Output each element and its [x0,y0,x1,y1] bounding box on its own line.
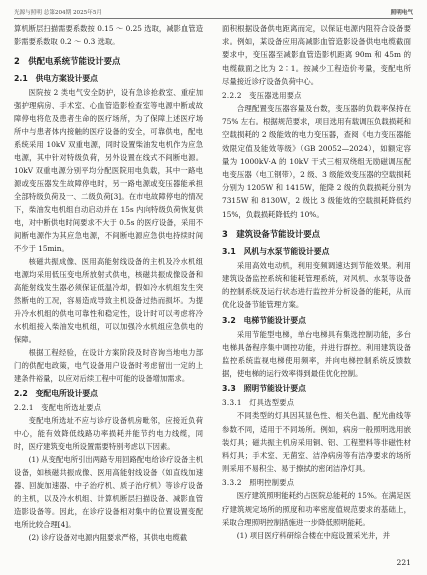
paragraph: (2) 诊疗设备对电源内阻要求严格，其供电电缆截 [28,533,188,542]
paragraph: 变配电所选址不应与诊疗设备机房毗邻，应接近负荷中心，能有效降低线路功率损耗并能节约电力线缆，同时，医疗建筑变电所设置需要特别考虑以下因素。 [14,416,203,451]
paragraph: 核磁共振成像、医用高能射线设备的主机及冷水机组电源均采用低压变电所放射式供电，核磁共振成像设备和高能射线发生器必须保证低温冷却，假如冷水机组发生突然断电的工况，容易造成导致主机设备过热而损坏。为提升冷水机组的供电可靠性和稳定性，设计时可以考虑将冷水机组接入柴油发电机组，可以加强冷水机组应急供电的保障。 [14,257,203,344]
paragraph: 采用高效电动机，利用变频调速达到节能效果。利用建筑设备监控系统和能耗管理系统，对风机、水泵等设备的控制系统及运行状态进行监控并分析设备的能耗，从而优化设备节能管理方案。 [222,260,411,310]
paragraph: 不同类型的灯具因其显色性、相关色温、配光曲线等参数不同，适用于不同场所。例如，病房一般照明选用嵌装灯具；磁共振主机房采用铜、铝、工程塑料等非磁性材料灯具；手术室、无菌室、洁净病房等有洁净要求的场所则采用不易积尘、易于擦拭的密闭洁净灯具。 [222,411,411,474]
subsubsection-heading-2-2-1: 2.2.1 变配电所选址要点 [14,403,102,412]
paragraph: (1) 项目医疗科研综合楼在中庭设置采光井，并 [236,531,391,541]
paragraph: 根据工程经验，在设计方案阶段及时咨询当地电力部门的供配电政策，电气设备用户设备时考虑留出一定的上建条件裕量，以应对后续工程中可能的设备增加需求。 [14,348,203,383]
section-heading-3: 3 建筑设备节能设计要点 [222,228,320,239]
left-column [14,22,203,544]
paragraph: (1) 从变配电所引出两路专用回路配电给诊疗设备主机设备，如核磁共振成像、医用高能射线设备（如直线加速器、回旋加速器、中子治疗机、质子治疗机）等诊疗设备的主机，以及冷水机组、计算机断层扫描设备、减影血管造影设备等。因此，在诊疗设备相对集中的位置设置变配电所比较合理[4]。 [14,455,203,529]
subsubsection-heading-3-3-1: 3.3.1 灯具选型要点 [222,398,295,408]
subsection-heading-2-1: 2.1 供电方案设计要点 [14,74,98,83]
paragraph: 采用节能型电梯，单台电梯具有集选控制功能，多台电梯具备程序集中调控功能，并进行群控。利用建筑设备监控系统监视电梯使用频率，并向电梯控制系统反馈数据，使电梯的运行效率得到最佳优化控制。 [222,329,411,379]
subsection-heading-3-3: 3.3 照明节能设计要点 [222,384,306,394]
paragraph: 面积根据设备供电距离而定，以保证电源内阻符合设备要求。例如，某设备应用高减影血管造影设备供电电缆截面要求中，变压器至减影血管造影机距离 90m 和 45m 的电缆截面之比为 2∶1。按减少工程造价考量，变配电所尽量接近诊疗设备负荷中心。 [222,24,411,86]
paragraph: 算机断层扫描需要系数按 0.15 ～ 0.25 选取，减影血管造影需要系数取 0.2 ～ 0.3 选取。 [14,24,203,46]
paragraph: 医疗建筑照明能耗约占医院总能耗的 15%。在满足医疗建筑规定场所的照度和功率密度值规范要求的基础上，采取合理照明控制措施进一步降低照明能耗。 [222,491,411,527]
subsection-heading-3-2: 3.2 电梯节能设计要点 [222,315,306,325]
section-heading-2: 2 供配电系统节能设计要点 [14,56,121,66]
section-name: 照明电气 [390,10,413,16]
paragraph: 医院按 2 类电气安全防护，设有急诊抢救室、重症加强护理病房、手术室、心血管造影检查室等电源中断或故障停电将危及患者生命的医疗场所，为了保障上述医疗场所中与患者体内接触的医疗设备的安全，可靠供电，配电系统采用 10kV 双重电源，同时设置柴油发电机作为应急电源，其中针对特级负荷，另外设置在线式不间断电源。10kV 双重电源分别平均分配医院用电负载，其中一路电源或变压器发生故障停电时，另一路电源或变压器能承担全部特级负荷及一、二级负荷[3]。在市电故障停电的情况下，柴油发电机组自动启动并在 15s 内向特级负荷恢复供电，对中断供电时间要求不大于 0.5s 的医疗设备，采用不间断电源作为其应急电源，不间断电源应急供电持续时间不少于 15min。 [14,88,203,253]
subsection-heading-3-1: 3.1 风机与水泵节能设计要点 [222,246,330,256]
paragraph: 合理配置变压器容量及台数，变压器的负载率保持在 75% 左右。根据规范要求，项目选用有载调压负载损耗和空载损耗的 2 级能效的电力变压器，查阅《电力变压器能效限定值及能效等级》（GB 20052—2024），如额定容量为 1000kV·A 的 10kV 干式三相双绕组无励磁调压配电变压器（电工钢带），2 级、3 级能效变压器的空载损耗分别为 1205W 和 1415W，能降 2 级的负载损耗分别为 7315W 和 8130W，2 级比 3 级能效的空载损耗降低约 15%，负载损耗降低约 10%。 [222,104,411,219]
page-number: 221 [396,558,411,567]
journal-info: 光源与照明 总第204期 2025年5月 [14,10,102,16]
right-column [222,22,411,542]
subsubsection-heading-3-3-2: 3.3.2 照明控制要点 [222,478,295,488]
running-header [14,6,413,19]
subsection-heading-2-2: 2.2 变配电所设计要点 [14,389,98,398]
subsubsection-heading-2-2-2: 2.2.2 变压器选用要点 [222,91,302,101]
